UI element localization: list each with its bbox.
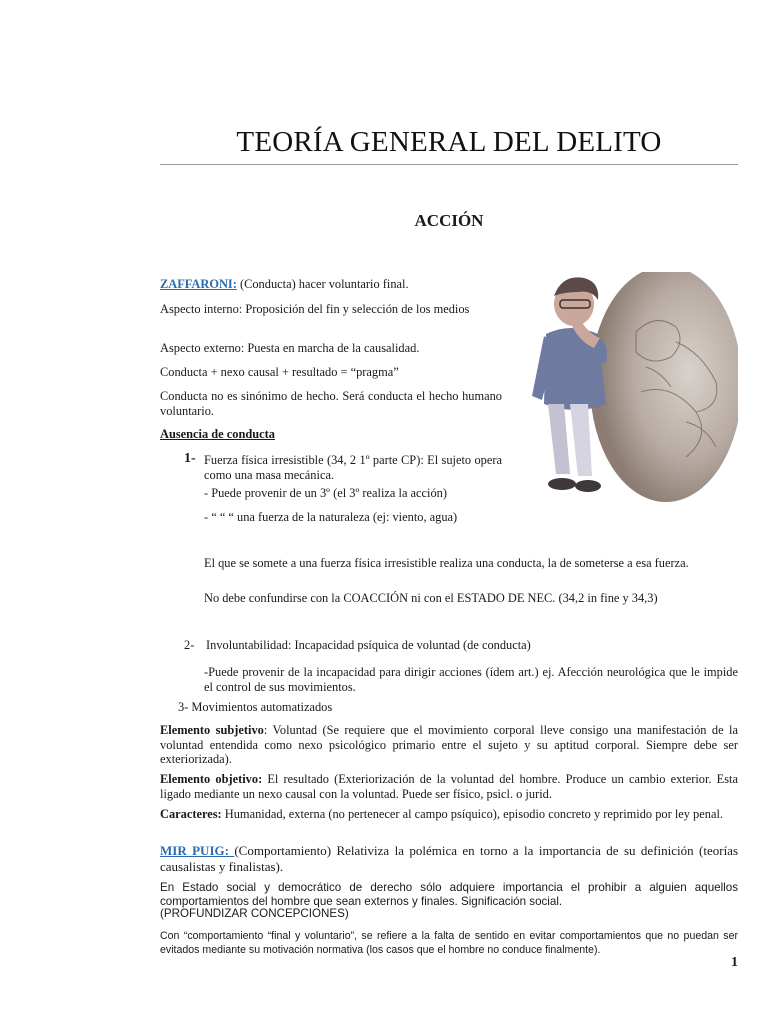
item-1-number: 1- — [184, 451, 196, 466]
mirpuig-con: Con “comportamiento “final y voluntario”, se refiere a la falta de sentido en evitar comportamientos que no puedan ser evitados mediante su motivación normativa (los casos que el hombre no conduce finalmente). — [160, 930, 738, 956]
fuerza-note-1: El que se somete a una fuerza física irresistible realiza una conducta, la de someterse a esa fuerza. — [204, 556, 689, 570]
mirpuig-profundizar: (PROFUNDIZAR CONCEPCIONES) — [160, 907, 349, 920]
item-1-text: Fuerza física irresistible (34, 2 1º parte CP): El sujeto opera como una masa mecánica. — [204, 453, 502, 482]
aspecto-externo: Aspecto externo: Puesta en marcha de la causalidad. — [160, 341, 420, 355]
elemento-subjetivo-text: : Voluntad (Se requiere que el movimiento corporal lleve consigo una manifestación de la voluntad entendida como nexo psicológico primario entre el sujeto y su aptitud corporal. Siempre debe ser exteriorizada). — [160, 723, 738, 766]
item-2-sub: -Puede provenir de la incapacidad para dirigir acciones (ídem art.) ej. Afección neurológica que le impide el control de sus movimientos. — [204, 665, 738, 694]
page-number: 1 — [731, 955, 738, 970]
caracteres-label: Caracteres: — [160, 807, 222, 821]
caracteres — [160, 807, 738, 822]
item-2-number: 2- — [184, 638, 195, 652]
section-heading: ACCIÓN — [414, 211, 484, 230]
pragma-formula: Conducta + nexo causal + resultado = “pragma” — [160, 365, 399, 379]
document-title: TEORÍA GENERAL DEL DELITO — [236, 126, 662, 158]
mirpuig-definition — [160, 843, 738, 874]
mirpuig-text: (Comportamiento) Relativiza la polémica en torno a la importancia de su definición (teorías causalistas y finalistas). — [160, 843, 739, 874]
elemento-subjetivo-label: Elemento subjetivo — [160, 723, 264, 737]
mirpuig-label: MIR PUIG: — [160, 843, 235, 858]
person-thinking-illustration — [526, 272, 738, 504]
zaffaroni-label: ZAFFARONI: — [160, 277, 237, 291]
item-1-sub-1: - Puede provenir de un 3º (el 3º realiza la acción) — [204, 486, 447, 500]
mirpuig-estado: En Estado social y democrático de derecho sólo adquiere importancia el prohibir a alguien aquellos comportamientos del hombre que sean externos y finales. Significación social. — [160, 881, 738, 908]
zaffaroni-definition — [160, 277, 500, 292]
elemento-objetivo — [160, 772, 738, 801]
elemento-objetivo-label: Elemento objetivo: — [160, 772, 263, 786]
fuerza-note-2: No debe confundirse con la COACCIÓN ni con el ESTADO DE NEC. (34,2 in fine y 34,3) — [204, 591, 658, 605]
conducta-sinonimo: Conducta no es sinónimo de hecho. Será conducta el hecho humano voluntario. — [160, 389, 502, 418]
item-3: 3- Movimientos automatizados — [178, 700, 333, 714]
caracteres-text: Humanidad, externa (no pertenecer al campo psíquico), episodio concreto y reprimido por ley penal. — [221, 807, 723, 821]
ausencia-heading: Ausencia de conducta — [160, 427, 275, 441]
zaffaroni-def: (Conducta) hacer voluntario final. — [236, 277, 409, 291]
item-2-text: Involuntabilidad: Incapacidad psíquica de voluntad (de conducta) — [206, 638, 531, 652]
item-1-sub-2: - “ “ “ una fuerza de la naturaleza (ej: viento, agua) — [204, 510, 458, 524]
title-divider — [160, 164, 738, 165]
elemento-objetivo-text: El resultado (Exteriorización de la voluntad del hombre. Produce un cambio exterior. Esta ligado mediante un nexo causal con la voluntad. Puede ser físico, psicl. o jurid. — [160, 772, 739, 801]
elemento-subjetivo — [160, 723, 738, 767]
aspecto-interno: Aspecto interno: Proposición del fin y selección de los medios — [160, 302, 470, 316]
